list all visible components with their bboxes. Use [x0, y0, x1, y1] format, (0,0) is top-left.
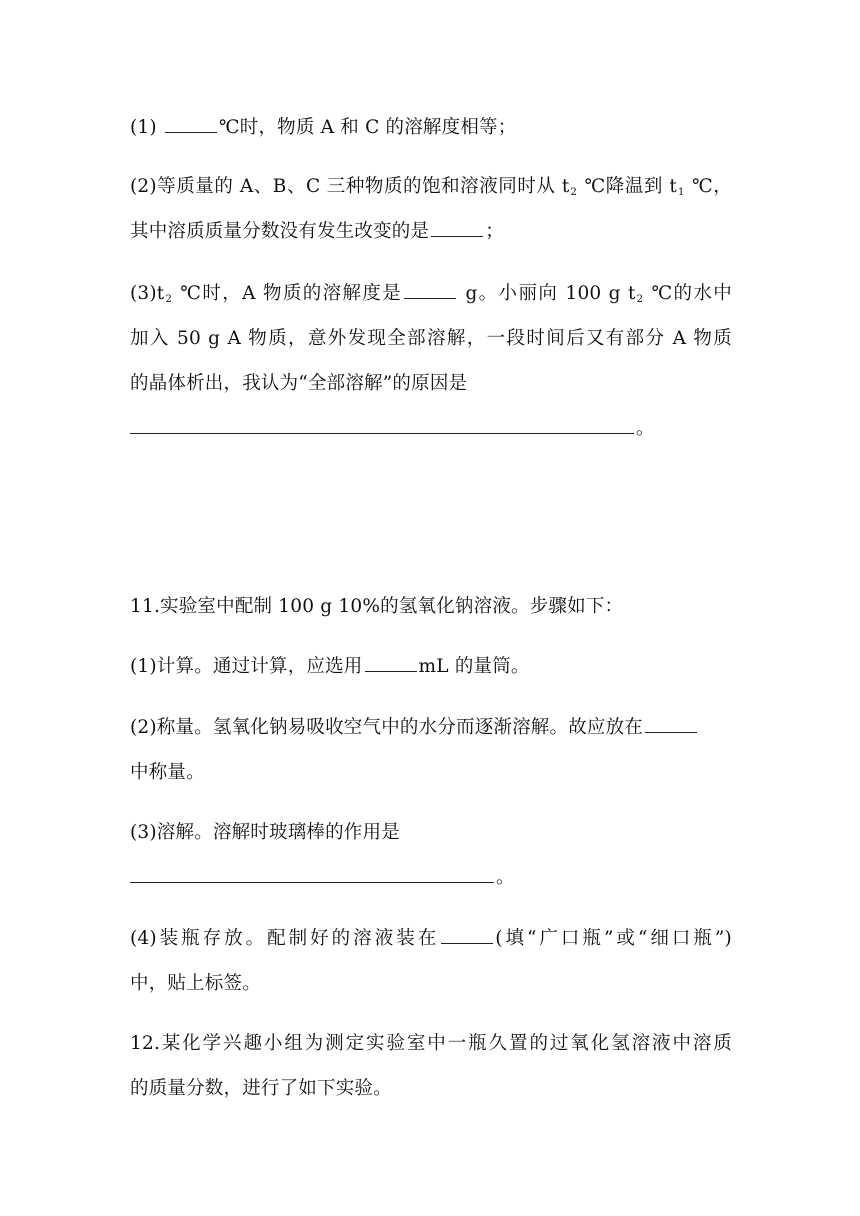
- q12-line1: [130, 1031, 732, 1057]
- q10-part1: [130, 115, 732, 141]
- q12-line2: [130, 1076, 732, 1102]
- text-segment: 加入 50 g A 物质，意外发现全部溶解，一段时间后又有部分 A 物质: [130, 328, 732, 349]
- answer-blank[interactable]: [441, 942, 493, 944]
- text-segment: 中，贴上标签。: [130, 973, 261, 994]
- text-segment: (3)溶解。溶解时玻璃棒的作用是: [130, 822, 400, 843]
- subscript: 1: [678, 187, 685, 198]
- q11-part4-line1: [130, 926, 732, 952]
- q10-part1-prefix: (1): [130, 117, 163, 138]
- q11-part3: [130, 820, 732, 846]
- text-segment: ℃的水中: [644, 283, 732, 304]
- text-segment: mL 的量筒。: [418, 656, 530, 677]
- answer-blank[interactable]: [431, 235, 483, 237]
- text-segment: 。: [496, 867, 515, 888]
- q11-part3-answer: [130, 865, 732, 891]
- text-segment: (填“广口瓶”或“细口瓶”): [495, 928, 732, 949]
- q10-part2-line1: [130, 174, 732, 206]
- q10-part3-line1: [130, 281, 732, 313]
- text-segment: (2)等质量的 A、B、C 三种物质的饱和溶液同时从 t: [130, 176, 570, 197]
- answer-blank[interactable]: [130, 432, 634, 434]
- question-title: 12.某化学兴趣小组为测定实验室中一瓶久置的过氧化氢溶液中溶质: [130, 1033, 732, 1054]
- question-title: 11.实验室中配制 100 g 10%的氢氧化钠溶液。步骤如下：: [130, 596, 624, 617]
- text-segment: ℃，: [685, 176, 732, 197]
- q11-part2-line2: [130, 760, 732, 786]
- subscript: 2: [636, 294, 644, 305]
- answer-blank[interactable]: [404, 297, 456, 299]
- text-segment: (4)装瓶存放。配制好的溶液装在: [130, 928, 440, 949]
- q10-part2-line2: [130, 219, 732, 245]
- q10-part3-line4: [130, 416, 732, 442]
- subscript: 2: [165, 294, 173, 305]
- text-segment: (2)称量。氢氧化钠易吸收空气中的水分而逐渐溶解。故应放在: [130, 717, 644, 738]
- text-segment: ；: [485, 221, 504, 242]
- text-segment: g。小丽向 100 g t: [458, 283, 636, 304]
- q10-part3-line2: [130, 326, 732, 352]
- q11-part1: [130, 654, 732, 680]
- text-segment: (3)t: [130, 283, 165, 304]
- subscript: 2: [570, 187, 578, 198]
- q11-title: [130, 594, 732, 620]
- answer-blank[interactable]: [365, 670, 417, 672]
- q10-part3-line3: [130, 371, 732, 397]
- text-segment: ℃时，A 物质的溶解度是: [173, 283, 403, 304]
- text-segment: 的晶体析出，我认为“全部溶解”的原因是: [130, 373, 468, 394]
- text-segment: ℃降温到 t: [578, 176, 678, 197]
- text-segment: 的质量分数，进行了如下实验。: [130, 1078, 392, 1099]
- text-segment: (1)计算。通过计算，应选用: [130, 656, 363, 677]
- q11-part2-line1: [130, 715, 732, 741]
- text-segment: 中称量。: [130, 762, 205, 783]
- text-segment: 。: [636, 418, 655, 439]
- answer-blank[interactable]: [130, 881, 494, 883]
- q10-part1-text: ℃时，物质 A 和 C 的溶解度相等；: [218, 117, 517, 138]
- answer-blank[interactable]: [165, 131, 217, 133]
- answer-blank[interactable]: [645, 731, 697, 733]
- q11-part4-line2: [130, 971, 732, 997]
- text-segment: 其中溶质质量分数没有发生改变的是: [130, 221, 430, 242]
